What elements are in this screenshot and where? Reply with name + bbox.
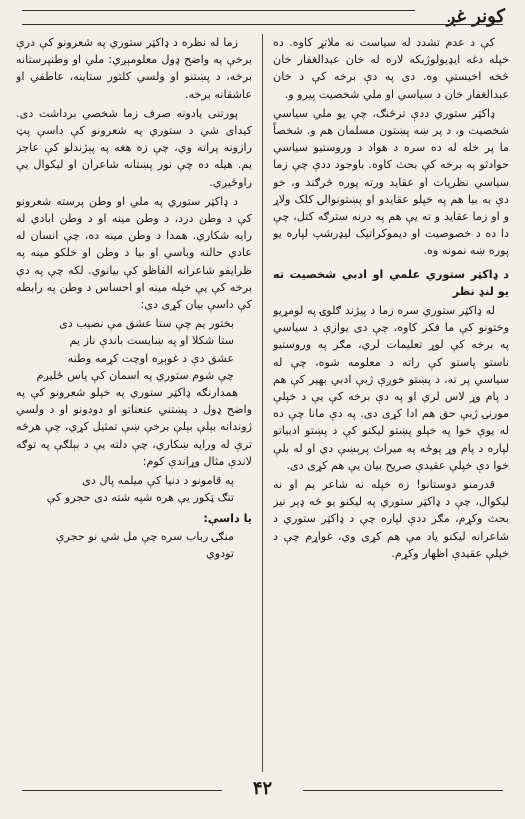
paragraph: له ډاکټر ستوري سره زما د پیژند ګلوۍ په لومړیو وختونو کې ما فکر کاوه، چې دی یوازې د سیاسي په برخه کې لوړ تعلیمات لري، مګر په وروستیو ناستو پاستو کې راته د معلومه شوه، چې له سیاسي پر ته، د پښتو خوږې ژبې ادبي بهیر کې هم د پام وړ لاس لري او په دې برخه کې یې د خپلې مورنۍ ژبې حق هم ادا کړی دی. په دې مانا چې ده له یوې خوا په خپلو پښتو لیکنو کې د پښتو ادبیاتو لپاره د پام وړ پوځه په میراث پرېښې دي او له بلې خوا دې خپلې عقیدې صریح بیان یې هم کړی دی. (273, 304, 509, 472)
page-footer (0, 778, 525, 802)
header-rule-bottom (22, 24, 503, 25)
paragraph: پورتنی یادونه صرف زما شخصي برداشت دی. کیدای شي د ستوري په شعرونو کې داسې پټ رازونه پراته وي، چې زه هغه په پېژندلو کې عاجز یم. هیله ده چې نور پښتانه شاعران او لیکوال یې راوځیږي. (16, 106, 252, 189)
section-heading: د ډاکټر ستوري علمي او ادبي شخصیت ته یو لنډ نظر (273, 267, 509, 298)
paragraph: قدرمنو دوستانو! زه خپله نه شاعر یم او نه لیکوال، چې د ډاکټر ستوري په لیکنو یو څه ډېر نیز بحث وکړم، مګر ددې لپاره چې د ډاکټر ستوري د شاعرانه لیکنو یاد مې هم کړی وي، غواړم چې د خپلې عقیدې اظهار وکړم. (273, 478, 509, 560)
poem-label: یا داسې: (203, 512, 252, 526)
footer-rule-right (303, 790, 503, 791)
poem-line: عشق دې د غوېږه اوچت کړمه وطنه (67, 351, 234, 365)
poem-line: تودوي (205, 546, 234, 560)
poem-line: چې شوم ستوري په اسمان کې پاس ځلیږم (36, 368, 234, 382)
poem-line: تنګ ټکور یې هره شپه شته دی حجرو کې (46, 491, 234, 505)
poem-line: منګۍ رباب سره چې مل شي نو حجرې (55, 529, 234, 543)
column-divider (262, 34, 263, 772)
paragraph: د ډاکټر ستوري په ملي او وطن پرسته شعرونو کې د وطن درد، د وطن مینه او د وطن ابادي له رایه شکاري. همدا د وطن مینه ده، چې انسان له عادي حالته وباسي او بیا د وطن او خلکو مینه په ظرایفو شاعرانه الفاظو کې بیانوي. لکه چې په دې برخه کې یې خپله مینه او احساس د وطن په رابطه کې داسې بیان کړی دی: (16, 194, 252, 312)
poem-line: بختور یم چې ستا عشق مې نصیب دی (59, 317, 234, 331)
poem-line: په قامونو د دنیا کې میلمه پال دی (82, 474, 234, 488)
paragraph: ډاکټر ستوري ددې ترڅنګ، چې یو ملي سیاسي شخصیت و، د پر ښه پښتون مسلمان هم و. شخصاً ما پر خله له ده سره د هواد د وروستیو سیاسي حوادثو په برخه کې بحث کاوه. باوجود ددې چې زما سیاسي نظریات او عقاید ورته پوره څرګند و، خو دې به بیا هم په خپلو عقایدو او پښتونوالۍ کلک ولاړ و او زما عقاید و ته یې هم په درنه سترګه کتل، چې دا ده د خصوصیت او دیموکراتیک لیډرشپ لپاره یو پوره ښه نمونه وه. (273, 106, 509, 258)
poem-line: ستا شکلا او په ښایست باندې ناز یم (69, 334, 234, 348)
page-number: ۴۲ (252, 778, 273, 799)
paragraph: همدارنګه ډاکټر ستوري په خپلو شعرونو کې په واضح ډول د پښتني عنعناتو او دودونو او د ولسي ژوندانه بېلې بېلې برخې ښې تمثیل کړي، چې هرڅه ترې له ورایه ښکاري، چې دلته یې د بېلګې په توګه لاندې مثال وړاندې کوم: (16, 386, 252, 468)
paragraph: زما له نظره د ډاکټر ستوري په شعرونو کې درې برخې په واضح ډول معلومېږي: ملي او وطنپرستانه برخه، د پښتنو او ولسي کلتور ستاینه، عاطفي او عاشقانه برخه. (16, 36, 252, 101)
right-column (273, 34, 509, 774)
header-rule-top (22, 10, 415, 11)
page-header-title: کونر غږ (446, 6, 505, 27)
left-column (16, 34, 252, 774)
paragraph: کې د عدم تشدد له سیاست نه ملاتړ کاوه. ده خپله دغه ایډیولوژیکه لاره له خان عبدالغفار خان څخه اخیستې وه. دی په دې برخه کې د خان عبدالغفار خان د سیاسي او ملي شخصیت پیرو و. (273, 36, 509, 101)
